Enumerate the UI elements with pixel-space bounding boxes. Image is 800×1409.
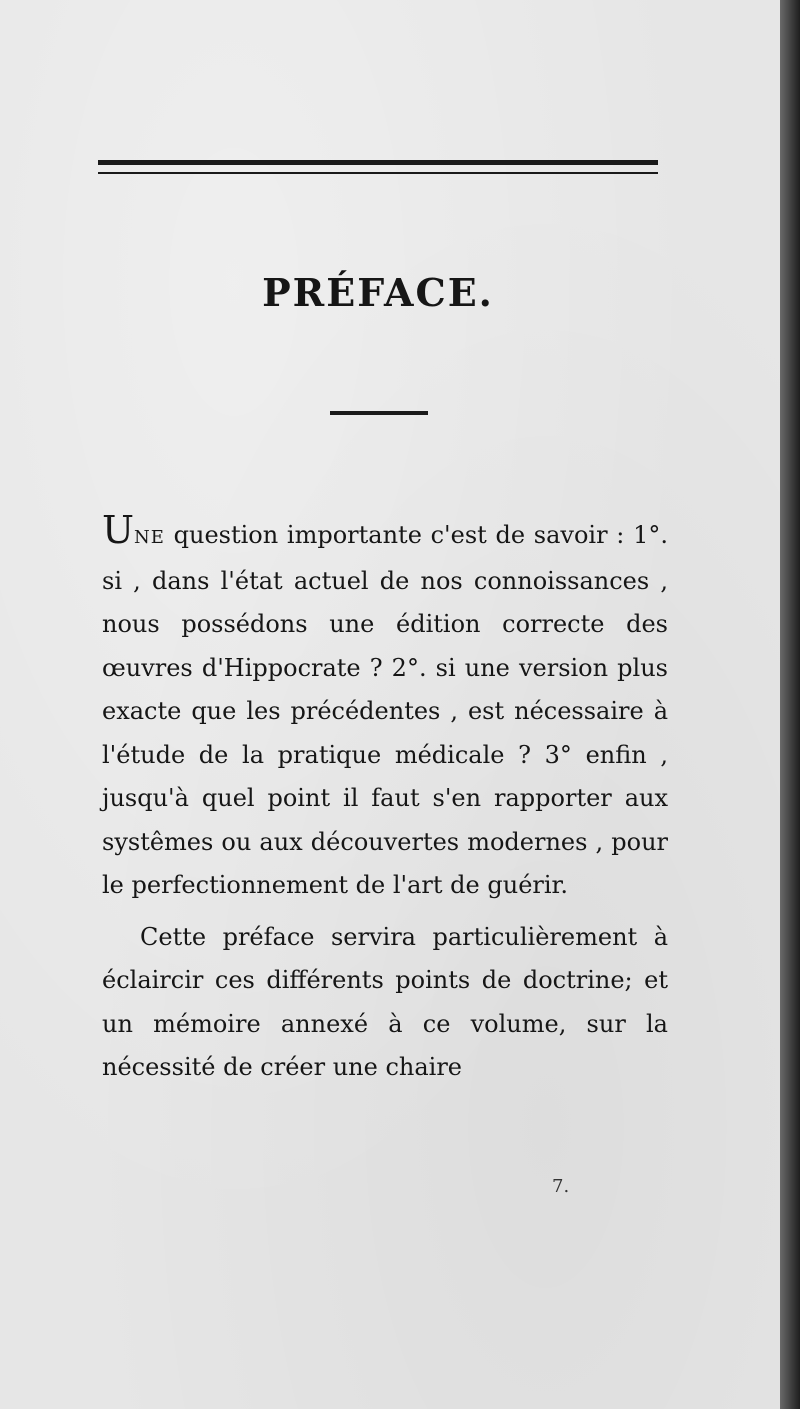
header-rule-thick <box>98 160 658 165</box>
page-title: PRÉFACE. <box>262 270 494 315</box>
small-caps-lead: NE <box>134 527 165 548</box>
header-rule-thin <box>98 172 658 174</box>
paragraph-2: Cette préface servira particulièrement à éclaircir ces différents points de doctrine; et un mémoire annexé à ce volume, sur la nécessité de créer une chaire <box>102 922 668 1081</box>
drop-cap: U <box>102 508 135 552</box>
page-edge-shadow <box>780 0 800 1409</box>
paragraph-1-text: question importante c'est de savoir : 1°. si , dans l'état actuel de nos connoissances , nous possédons une édition correcte des œuvres d'Hippocrate ? 2°. si une version plus exacte que les précédentes , est nécessaire à l'étude de la pratique médicale ? 3° enfin , jusqu'à quel point il faut s'en rapporter aux systêmes ou aux découvertes modernes , pour le perfectionnement de l'art de guérir. <box>102 521 668 899</box>
paragraph-1 <box>102 508 668 908</box>
body-text <box>102 508 668 1090</box>
signature-mark: 7. <box>552 1176 570 1197</box>
title-separator-rule <box>330 411 428 415</box>
